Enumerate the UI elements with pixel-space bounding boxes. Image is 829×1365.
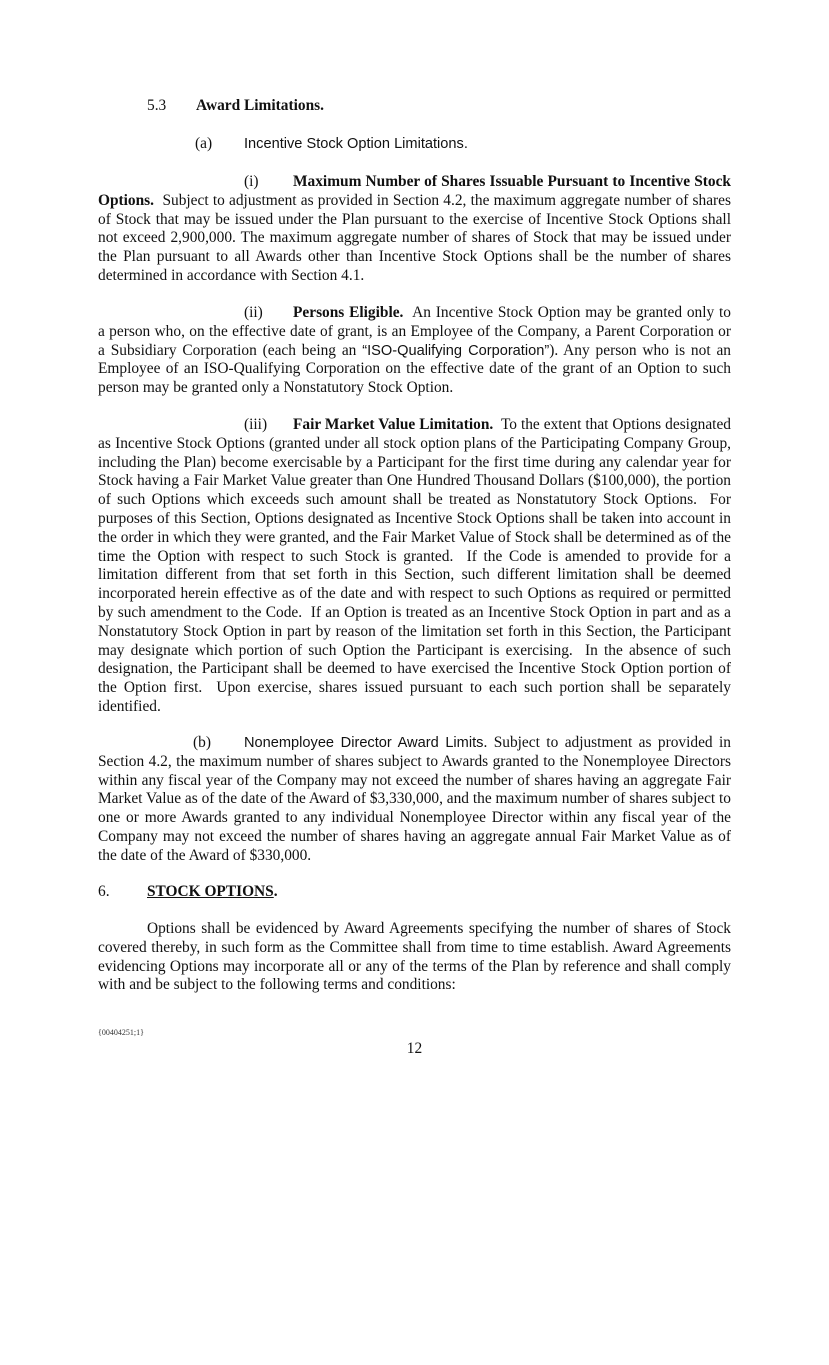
paragraph-iii — [98, 416, 735, 717]
section-number: 5.3 — [147, 97, 167, 114]
section-6-body: Options shall be evidenced by Award Agreements specifying the number of shares of Stock covered thereby, in such form as the Committee shall from time to time establish. Award Agreements evidencing Options may incorporate all or any of the terms of the Plan by reference and shall comply with and be subject to the following terms and conditions: — [98, 920, 731, 994]
clause-title: Fair Market Value Limitation. — [293, 416, 494, 433]
clause-body: To the extent that Options designated as Incentive Stock Options (granted under all stock option plans of the Participating Company Group, including the Plan) become exercisable by a Participant for the first time during any calendar year for Stock having a Fair Market Value greater than One Hundred Thousand Dollars ($100,000), the portion of such Options which exceeds such amount shall be treated as Nonstatutory Stock Options. For purposes of this Section, Options designated as Incentive Stock Options shall be taken into account in the order in which they were granted, and the Fair Market Value of Stock shall be determined as of the time the Option with respect to such Stock is granted. If the Code is amended to provide for a limitation different from that set forth in this Section, such different limitation shall be deemed incorporated herein effective as of the date and with respect to such Options as required or permitted by such amendment to the Code. If an Option is treated as an Incentive Stock Option in part and as a Nonstatutory Stock Option in part by reason of the limitation set forth in this Section, the Participant may designate which portion of such Option the Participant is exercising. In the absence of such designation, the Participant shall be deemed to have exercised the Incentive Stock Option portion of the Option first. Upon exercise, shares issued pursuant to each such portion shall be separately identified. — [98, 416, 735, 715]
section-6-heading — [98, 883, 731, 902]
clause-body: Subject to adjustment as provided in Section 4.2, the maximum aggregate number of shares of Stock that may be issued under the Plan pursuant to the exercise of Incentive Stock Options shall not exceed 2,900,000. The maximum aggregate number of shares of Stock that may be issued under the Plan pursuant to all Awards other than Incentive Stock Options shall be the number of shares determined in accordance with Section 4.1. — [98, 191, 735, 284]
subsection-title: Nonemployee Director Award Limits — [244, 735, 484, 751]
subsection-a-heading — [98, 135, 731, 154]
clause-label: (iii) — [244, 416, 268, 433]
clause-label: (ii) — [244, 304, 263, 321]
section-5-3-heading — [98, 97, 731, 116]
defined-term: “ISO-Qualifying Corporation” — [362, 342, 550, 359]
section-title: Award Limitations. — [196, 97, 324, 114]
section-title: STOCK OPTIONS — [147, 883, 274, 900]
clause-label: (i) — [244, 173, 259, 190]
clause-body: An Incentive Stock Option may be granted only to a person who, on the effective date of grant, is an Employee of the Company, a Parent Corporation or a Subsidiary Corporation (each being an — [98, 304, 735, 359]
subsection-label: (b) — [193, 734, 211, 751]
subsection-label: (a) — [195, 135, 213, 152]
clause-body-cont: ). Any person who is not an Employee of an ISO-Qualifying Corporation on the effective date of the grant of an Option to such person may be granted only a Nonstatutory Stock Option. — [98, 341, 731, 397]
paragraph-i — [98, 173, 735, 286]
paragraph-ii — [98, 304, 735, 398]
subsection-body: . Subject to adjustment as provided in Section 4.2, the maximum number of shares subject to Awards granted to the Nonemployee Directors within any fiscal year of the Company may not exceed the number of shares having an aggregate Fair Market Value as of the date of the Award of $3,330,000, and the maximum number of shares subject to one or more Awards granted to any individual Nonemployee Director within any fiscal year of the Company may not exceed the number of shares having an aggregate annual Fair Market Value as of the date of the Award of $330,000. — [98, 734, 732, 864]
page-number: 12 — [406, 1040, 423, 1057]
clause-title: Persons Eligible. — [293, 304, 404, 321]
section-number: 6. — [98, 883, 110, 900]
clause-title: Maximum Number of Shares Issuable Pursuant to Incentive Stock Options. — [98, 173, 731, 209]
subsection-title: Incentive Stock Option Limitations. — [244, 136, 468, 152]
section-title-period: . — [273, 883, 278, 900]
subsection-b — [98, 734, 731, 866]
document-id: {00404251;1} — [98, 1028, 144, 1037]
